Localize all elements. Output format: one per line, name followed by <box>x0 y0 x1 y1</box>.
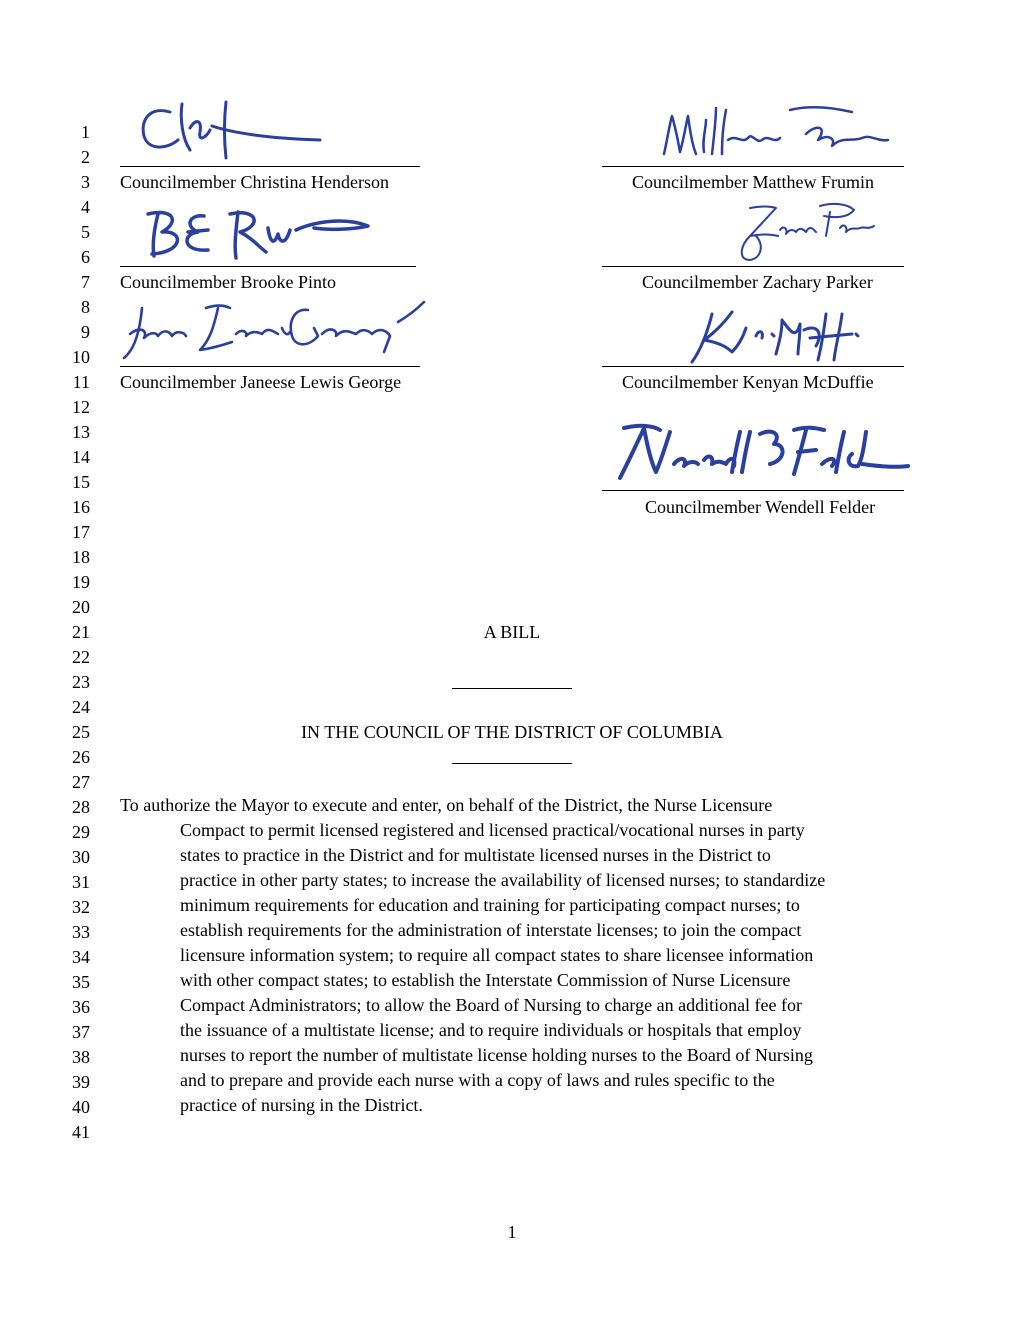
signature-line <box>602 266 904 267</box>
line-number: 13 <box>72 422 90 442</box>
signature-line <box>120 266 416 267</box>
line-number: 35 <box>72 972 90 992</box>
line-number: 19 <box>72 572 90 592</box>
line-number: 36 <box>72 997 90 1017</box>
line-number: 28 <box>72 797 90 817</box>
line-number: 8 <box>81 297 90 317</box>
line-number: 29 <box>72 822 90 842</box>
line-number: 4 <box>81 197 90 217</box>
line-number: 14 <box>72 447 90 467</box>
line-number: 33 <box>72 922 90 942</box>
line-number: 24 <box>72 697 90 717</box>
title-line: practice of nursing in the District. <box>180 1095 423 1115</box>
signature-felder <box>610 420 910 484</box>
title-line: nurses to report the number of multistate license holding nurses to the Board of Nursing <box>180 1045 813 1065</box>
line-number: 31 <box>72 872 90 892</box>
line-number: 18 <box>72 547 90 567</box>
signature-line <box>602 490 904 491</box>
date-blank <box>452 763 572 764</box>
signature-pinto <box>118 200 378 264</box>
line-number: 34 <box>72 947 90 967</box>
signature-line <box>602 366 904 367</box>
signature-mcduffie <box>686 304 866 368</box>
signature-line <box>120 166 420 167</box>
signature-parker <box>730 196 880 268</box>
line-number: 16 <box>72 497 90 517</box>
page-number: 1 <box>507 1222 517 1242</box>
signature-line <box>120 366 420 367</box>
signer-name: Councilmember Janeese Lewis George <box>120 372 402 392</box>
line-number: 30 <box>72 847 90 867</box>
signer-name: Councilmember Christina Henderson <box>120 172 389 192</box>
signer-name: Councilmember Matthew Frumin <box>632 172 874 192</box>
line-number: 38 <box>72 1047 90 1067</box>
line-number: 41 <box>72 1122 90 1142</box>
title-line: minimum requirements for education and training for participating compact nurses; to <box>180 895 800 915</box>
line-number: 1 <box>81 122 90 142</box>
line-number: 22 <box>72 647 90 667</box>
line-number: 10 <box>72 347 90 367</box>
line-number: 23 <box>72 672 90 692</box>
line-number: 2 <box>81 147 90 167</box>
title-line: licensure information system; to require all compact states to share licensee information <box>180 945 814 965</box>
line-number: 26 <box>72 747 90 767</box>
signature-frumin <box>656 100 896 160</box>
line-number: 32 <box>72 897 90 917</box>
signature-line <box>602 166 904 167</box>
title-line: Compact to permit licensed registered and licensed practical/vocational nurses in party <box>180 820 805 840</box>
title-line: To authorize the Mayor to execute and enter, on behalf of the District, the Nurse Licensure <box>120 795 773 815</box>
title-line: practice in other party states; to increase the availability of licensed nurses; to standardize <box>180 870 826 890</box>
line-number: 3 <box>81 172 90 192</box>
line-number: 15 <box>72 472 90 492</box>
line-number: 6 <box>81 247 90 267</box>
signature-lewis-george <box>118 298 430 364</box>
title-line: Compact Administrators; to allow the Board of Nursing to charge an additional fee for <box>180 995 803 1015</box>
title-line: with other compact states; to establish the Interstate Commission of Nurse Licensure <box>180 970 791 990</box>
title-line: the issuance of a multistate license; and to require individuals or hospitals that employ <box>180 1020 802 1040</box>
bill-heading: A BILL <box>483 622 541 642</box>
line-number: 40 <box>72 1097 90 1117</box>
line-number: 25 <box>72 722 90 742</box>
signer-name: Councilmember Brooke Pinto <box>120 272 336 292</box>
title-line: establish requirements for the administration of interstate licenses; to join the compact <box>180 920 802 940</box>
line-number: 17 <box>72 522 90 542</box>
title-line: and to prepare and provide each nurse with a copy of laws and rules specific to the <box>180 1070 775 1090</box>
signer-name: Councilmember Wendell Felder <box>645 497 876 517</box>
title-line: states to practice in the District and for multistate licensed nurses in the District to <box>180 845 771 865</box>
line-number: 21 <box>72 622 90 642</box>
line-number: 27 <box>72 772 90 792</box>
bill-number-blank <box>452 688 572 689</box>
line-number: 5 <box>81 222 90 242</box>
signer-name: Councilmember Zachary Parker <box>642 272 873 292</box>
line-number: 12 <box>72 397 90 417</box>
line-number: 9 <box>81 322 90 342</box>
line-number: 39 <box>72 1072 90 1092</box>
line-number: 20 <box>72 597 90 617</box>
bill-long-title <box>120 793 910 1118</box>
line-number: 37 <box>72 1022 90 1042</box>
signer-name: Councilmember Kenyan McDuffie <box>622 372 874 392</box>
council-heading: IN THE COUNCIL OF THE DISTRICT OF COLUMBIA <box>301 722 723 742</box>
line-number: 11 <box>72 372 90 392</box>
line-number: 7 <box>81 272 90 292</box>
signature-henderson <box>130 98 330 162</box>
